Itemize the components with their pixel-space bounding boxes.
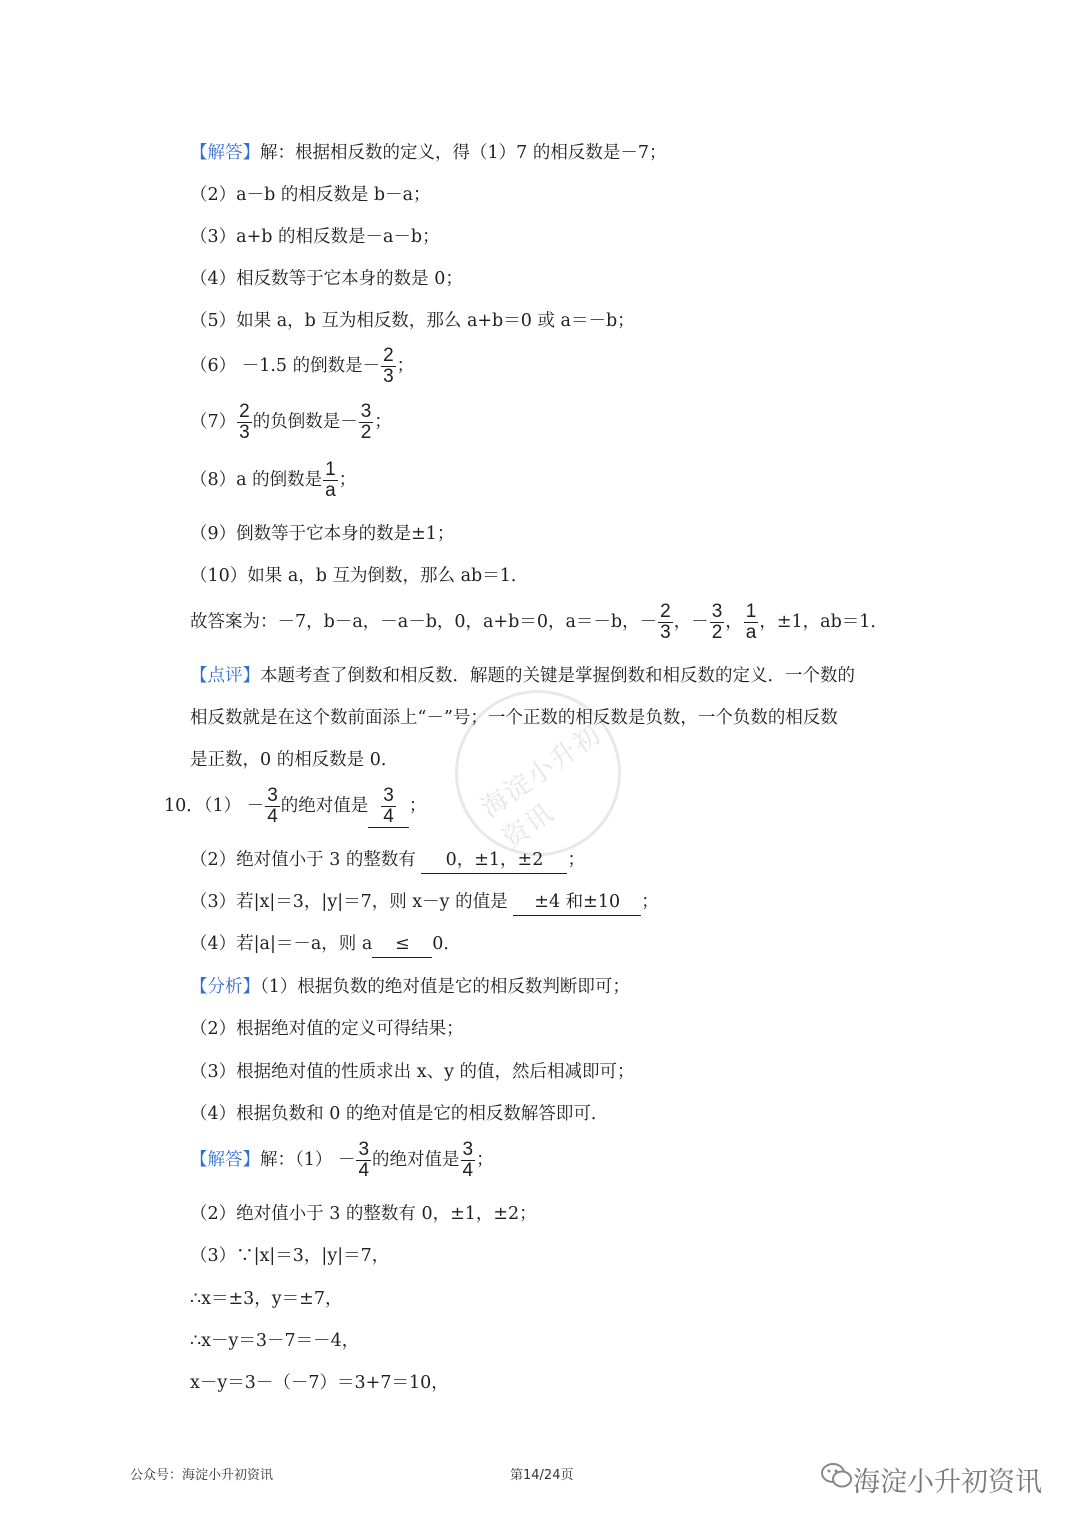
comment-tag: 【点评】 — [190, 666, 260, 686]
watermark-stamp: 海淀小升初资讯 — [422, 657, 653, 888]
fraction: $\frac{3}{4}$ — [462, 1139, 474, 1181]
solution-line-4: （4）相反数等于它本身的数是 0； — [190, 269, 463, 289]
solution2-line-4: ∴x＝±3，y＝±7， — [190, 1289, 343, 1309]
solution2-line-2: （2）绝对值小于 3 的整数有 0，±1，±2； — [190, 1204, 537, 1224]
fraction: $\frac{3}{4}$ — [358, 1139, 370, 1181]
comment-line-1: 【点评】本题考查了倒数和相反数．解题的关键是掌握倒数和相反数的定义．一个数的 — [190, 666, 855, 686]
solution-line-7: （7） $\frac{2}{3}$ 的负倒数是－ $\frac{3}{2}$ ； — [190, 401, 392, 443]
analysis-line-2: （2）根据绝对值的定义可得结果； — [190, 1019, 464, 1039]
wechat-icon — [820, 1462, 854, 1490]
fraction: $\frac{3}{4}$ — [383, 785, 394, 827]
solution-line-10: （10）如果 a，b 互为倒数，那么 ab＝1． — [190, 566, 529, 586]
answer-blank — [368, 786, 409, 828]
fraction: $\frac{3}{2}$ — [711, 601, 723, 643]
solution-line-5: （5）如果 a，b 互为相反数，那么 a+b＝0 或 a＝－b； — [190, 311, 635, 331]
question-10-part-3: （3）若|x|＝3，|y|＝7，则 x－y 的值是 ±4 和±10 ； — [190, 889, 659, 916]
solution2-line-1: 【解答】解：（1） － $\frac{3}{4}$ 的绝对值是 $\frac{3}{4}$ ； — [190, 1139, 494, 1181]
fraction: $\frac{3}{2}$ — [360, 401, 372, 443]
comment-line-2: 相反数就是在这个数前面添上“－”号；一个正数的相反数是负数，一个负数的相反数 — [190, 708, 838, 728]
solution-line-6: （6） －1.5 的倒数是－ $\frac{2}{3}$ ； — [190, 345, 415, 387]
analysis-tag: 【分析】 — [190, 977, 260, 997]
solution-line-8: （8）a 的倒数是 $\frac{1}{a}$ ； — [190, 459, 357, 501]
question-10-part-2: （2）绝对值小于 3 的整数有 0，±1，±2 ； — [190, 847, 585, 874]
fraction: $\frac{3}{4}$ — [267, 785, 278, 827]
solution2-line-6: x－y＝3－（－7）＝3+7＝10， — [190, 1373, 449, 1393]
analysis-line-4: （4）根据负数和 0 的绝对值是它的相反数解答即可． — [190, 1104, 609, 1124]
footer-watermark: 海淀小升初资讯 — [853, 1467, 1042, 1498]
question-10-part-1: 10．（1） － $\frac{3}{4}$ 的绝对值是 $\frac{3}{4}$ ； — [164, 785, 427, 827]
solution-line-1: 【解答】解：根据相反数的定义，得（1）7 的相反数是－7； — [190, 143, 667, 163]
answer-tag: 【解答】 — [190, 143, 260, 163]
answer-blank: ≤ — [372, 931, 432, 958]
fraction: $\frac{2}{3}$ — [660, 601, 671, 643]
fraction: $\frac{1}{a}$ — [745, 601, 757, 643]
question-10-part-4: （4）若|a|＝－a，则 a ≤ 0． — [190, 931, 461, 958]
analysis-line-1: 【分析】（1）根据负数的绝对值是它的相反数判断即可； — [190, 977, 630, 997]
answer-blank: 0，±1，±2 — [421, 847, 567, 874]
solution-line-2: （2）a－b 的相反数是 b－a； — [190, 185, 431, 205]
solution-line-9: （9）倒数等于它本身的数是±1； — [190, 524, 455, 544]
fraction: $\frac{2}{3}$ — [239, 401, 250, 443]
answer-blank: ±4 和±10 — [513, 889, 641, 916]
fraction: $\frac{1}{a}$ — [325, 459, 336, 501]
answer-summary: 故答案为：－7，b－a，－a－b，0，a+b＝0，a＝－b，－ $\frac{2}{3}$ ，－ $\frac{3}{2}$ ， $\frac{1}{a}$ ，±1，ab＝1． — [190, 601, 888, 643]
solution2-line-5: ∴x－y＝3－7＝－4， — [190, 1331, 360, 1351]
footer-account: 公众号：海淀小升初资讯 — [130, 1468, 274, 1483]
solution2-line-3: （3）∵|x|＝3，|y|＝7， — [190, 1246, 390, 1266]
analysis-line-3: （3）根据绝对值的性质求出 x、y 的值，然后相减即可； — [190, 1062, 635, 1082]
fraction: $\frac{2}{3}$ — [383, 345, 394, 387]
answer-tag: 【解答】 — [190, 1150, 260, 1170]
page-number: 第14/24页 — [510, 1468, 574, 1483]
comment-line-3: 是正数，0 的相反数是 0． — [190, 750, 399, 770]
solution-line-3: （3）a+b 的相反数是－a－b； — [190, 227, 440, 247]
